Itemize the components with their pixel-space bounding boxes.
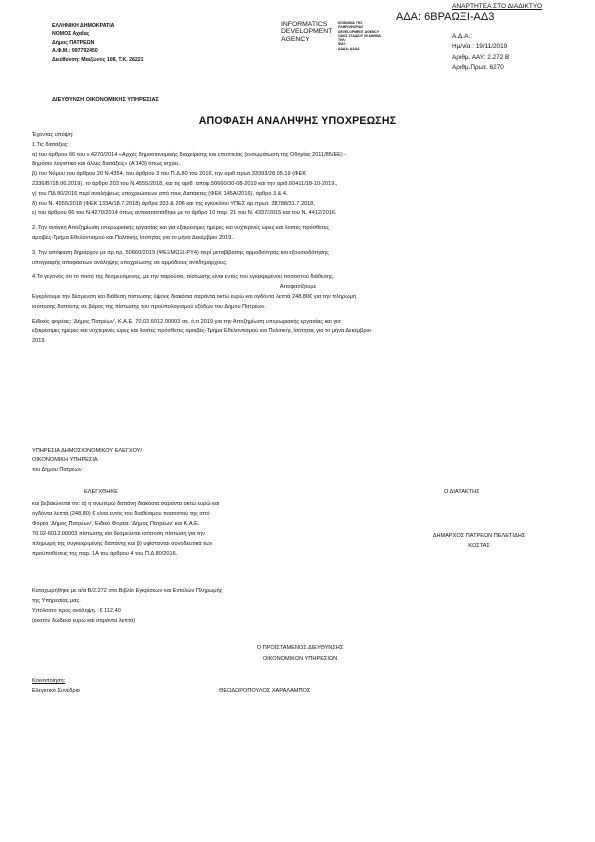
provision-a-line-1: α) του άρθρου 66 του ν.4270/2014 «Αρχές δημοσιονομικής διαχείρισης και εποπτείας (ενσωμάτωση της Οδηγίας 2011/85/ΕΕ) - (32, 151, 347, 158)
logo-line-1: INFORMATICS (281, 21, 328, 28)
agency-logo-details (338, 21, 381, 51)
prefecture-label: ΝΟΜΟΣ Αχαΐας (52, 31, 90, 38)
verification-line-1: και βεβαιώνεται ότι: α) η ανωτέρω δαπάνη διακόσια σαράντα οκτώ ευρώ και (32, 501, 220, 507)
ayy-number: Αριθμ. ΑΑΥ: 2.272 Β (452, 53, 510, 61)
recorded-line-2: της Υπηρεσίας μας. (32, 598, 81, 605)
ada-code: ΑΔΑ: 6ΒΡΑΩΞΙ-ΑΔ3 (396, 11, 495, 23)
director-name: ΘΕΟΔΩΡΟΠΟΥΛΟΣ ΧΑΡΑΛΑΜΠΟΣ (219, 688, 311, 694)
director-title-1: Ο ΠΡΟΪΣΤΑΜΕΝΟΣ ΔΙΕΥΘΥΝΣΗΣ (256, 645, 344, 651)
recorded-block (32, 586, 452, 626)
municipality-label: Δήμος ΠΑΤΡΕΩΝ (52, 39, 95, 46)
notification-recipient: Ελεγκτικό Συνέδριο (32, 688, 80, 694)
issuer-block (52, 22, 144, 64)
provision-b-line-2: 2336/Β'/18.06.2019), το άρθρο 203 του Ν.4555/2018, και τις αριθ. αποφ.50660/30-08-2019 και την αριθ.60411/18-10-2019., (32, 180, 338, 187)
delegation-line-2: υπογραφής αποφάσεων ανάληψης υποχρέωσης σε αρμόδιους αντιδημάρχους. (32, 259, 228, 266)
logo-small-4: ΟΔΟΣ ΣΤΑΔΙΟΥ 35 ΑΘΗΝΑ (338, 33, 381, 38)
decision-body (32, 131, 564, 347)
services-line-3: του Δήμου Πατρέων (32, 466, 82, 473)
mayor-title: ΔΗΜΑΡΧΟΣ ΠΑΤΡΕΩΝ ΠΕΛΕΤΙΔΗΣ (432, 533, 526, 539)
approval-line-2: ισόποσης δαπάνης σε βάρος της πίστωσης του προϋπολογισμού εξόδων του Δήμου Πατρέων. (32, 303, 267, 310)
services-line-2: ΟΙΚΟΝΟΜΙΚΗ ΥΠΗΡΕΣΙΑ (32, 457, 98, 464)
services-block (32, 447, 142, 475)
approval-line-1: Εγκρίνουμε την δέσμευση και διάθεση πίστωσης ύψους διακόσια σαράντα οκτώ ευρώ και ογδόντα λεπτά 248,80€ για την πληρωμή (32, 293, 356, 300)
logo-small-5: ΤΗΛ: (338, 38, 346, 43)
specific-body-line-2: εξαιρέσιμες ημέρες και νυχτερινές ώρες και λοιπές πρόσθετες αμοιβές-Τμήμα Εθελοντισμού και Πολιτικής Ισότητας για το μήνα Δεκέμβριο (32, 328, 371, 335)
address-label: Διεύθυνση: Μαιζώνος 108, Τ.Κ. 26221 (52, 56, 144, 63)
mayor-signature-block (399, 531, 559, 551)
provision-c: γ) του ΠΔ 80/2016 περί αναλήψεως υποχρεώσεων από τους Διατάκτες (ΦΕΚ 145Α/2016), άρθρο 3 & 4, (32, 190, 288, 197)
need-line-1: 2. Την ανάγκη Αποζημίωση υπερωριακής εργασίας και για εξαιρέσιμες ημέρες και νυχτερινές ώρες και λοιπές πρόσθετες (32, 225, 330, 232)
department-label: ΔΙΕΥΘΥΝΣΗ ΟΙΚΟΝΟΜΙΚΗΣ ΥΠΗΡΕΣΙΑΣ (52, 97, 159, 103)
verification-line-4: 70.02-6012.00003 πίστωσης και δεσμεύεται ισόποση πίστωση για την (32, 531, 205, 537)
provision-b-line-1: β) του Νόμου του άρθρου 20 Ν.4354, του άρθρου 3 του Π.Δ.80 του 2016, την αριθ.πρωτ.33393/28.05.19 (ΦΕΚ (32, 171, 306, 178)
considering-label: Έχοντας υπόψη: (32, 132, 74, 138)
we-decide-label: Αποφασίζουμε (279, 284, 317, 291)
republic-label: ΕΛΛΗΝΙΚΗ ΔΗΜΟΚΡΑΤΙΑ (52, 23, 115, 29)
reference-block (452, 32, 509, 73)
delegation-line-1: 3. Την απόφαση δημάρχου με αρ.πρ. 50660/2019 (ΨΕΞΜΩΞΙ-ΡΥ4) περί μεταβίβασης αρμοδιότητας και εξουσιοδότησης (32, 249, 329, 256)
verification-line-6: προϋποθέσεις της παρ. 1Α του άρθρου 4 του Π.Δ 80/2016. (32, 551, 178, 557)
logo-small-3: DEVELOPMENT AGENCY (338, 29, 380, 34)
provision-a-line-2: δημόσιο λογιστικό και άλλες διατάξεις» (Α'143) όπως ισχύει, (32, 161, 180, 168)
logo-line-2: DEVELOPMENT (281, 28, 333, 36)
document-title: ΑΠΟΦΑΣΗ ΑΝΑΛΗΨΗΣ ΥΠΟΧΡΕΩΣΗΣ (198, 115, 397, 127)
need-line-2: αμοιβές-Τμήμα Εθελοντισμού και Πολιτικής Ισότητας για το μήνα Δεκέμβριο 2019.. (32, 234, 235, 241)
notification-title: Κοινοποίηση: (32, 678, 66, 684)
provisions-heading: 1.Τις διατάξεις: (32, 141, 69, 148)
mayor-name: ΚΩΣΤΑΣ (468, 543, 490, 549)
verification-line-5: πληρωμή της συγκεκριμένης δαπάνης και β) υφίστανται συνοδευτικά των (32, 541, 213, 547)
logo-small-7: ΑΑΑΑ: ΑΑΑΑ (338, 46, 360, 51)
specific-body-line-3: 2019. (32, 338, 46, 345)
date-label: Ημ/νία : 19/11/2019 (452, 43, 508, 51)
specific-body-line-1: Ειδικός φορέας: 'Δήμος Πατρέων', Κ.Α.Ε. 70.02.6012.00003 σε, ό,τι 2019 για την Αποζημίωση υπερωριακής εργασίας και για (32, 318, 341, 325)
logo-small-6: ΦΑΞ: (338, 42, 347, 47)
services-line-1: ΥΠΗΡΕΣΙΑ ΔΗΜΟΣΙΟΝΟΜΙΚΟΥ ΕΛΕΓΧΟΥ/ (32, 448, 143, 454)
afm-label: Α.Φ.Μ.: 997792450 (52, 48, 98, 55)
balance-words: (εκατόν δώδεκα ευρώ και σαράντα λεπτά) (32, 618, 136, 625)
logo-line-3: AGENCY (281, 35, 310, 43)
verification-text (32, 499, 422, 559)
checked-label: ΕΛΕΓΧΘΗΚΕ (84, 489, 118, 495)
director-title-2: ΟΙΚΟΝΟΜΙΚΩΝ ΥΠΗΡΕΣΙΩΝ (262, 655, 338, 662)
provision-d: δ) του Ν. 4555/2018 (ΦΕΚ 133Α/18.7.2018) άρθρα 203 & 206 και της εγκυκλίου ΥΠΕΣ αρ.πρωτ. 38788/31.7.2018, (32, 200, 315, 207)
logo-small-2: ΠΛΗΡΟΦΟΡΙΑΣ (338, 25, 364, 30)
verification-line-3: Φορέα 'Δήμος Πατρέων', Ειδικό Φορέα: 'Δήμος Πατρέων' και Κ.Α.Ε. (32, 521, 200, 527)
recorded-line-1: Καταχωρήθηκε με α/α Β/2.272 στο Βιβλίο Εγκρίσεων και Εντολών Πληρωμής (32, 588, 223, 594)
authorizer-label: Ο ΔΙΑΤΑΚΤΗΣ (444, 489, 480, 495)
posted-online-note: ΑΝΑΡΤΗΤΕΑ ΣΤΟ ΔΙΑΔΙΚΤΥΟ (452, 3, 543, 10)
agency-logo (281, 21, 332, 43)
ada-label: Α.Δ.Α.: (452, 33, 472, 40)
provision-e: ε) του άρθρου 66 του Ν.4270/2014 όπως αντικαταστάθηκε με το άρθρο 10 παρ. 21 του Ν. 4337/2015 και του Ν. 4412/2016. (32, 210, 337, 217)
fact-line: 4.Το γεγονός ότι το ποσό της δεσμευόμενης, με την παρούσα, πίστωσης είναι εντός του εγκεκριμένου ποσοστού διάθεσης. (32, 274, 335, 281)
protocol-number: Αριθμ.Πρωτ. 6270 (452, 63, 504, 71)
balance-line: Υπόλοιπο προς ανάληψη.: € 112,40 (32, 608, 121, 615)
verification-line-2: ογδόντα λεπτά (248,80) € είναι εντός του διαθέσιμου ποσοστού της από (32, 511, 210, 517)
logo-small-1: ΚΟΙΝΩΝΙΑ ΤΗΣ (338, 21, 363, 25)
director-block (190, 643, 410, 664)
